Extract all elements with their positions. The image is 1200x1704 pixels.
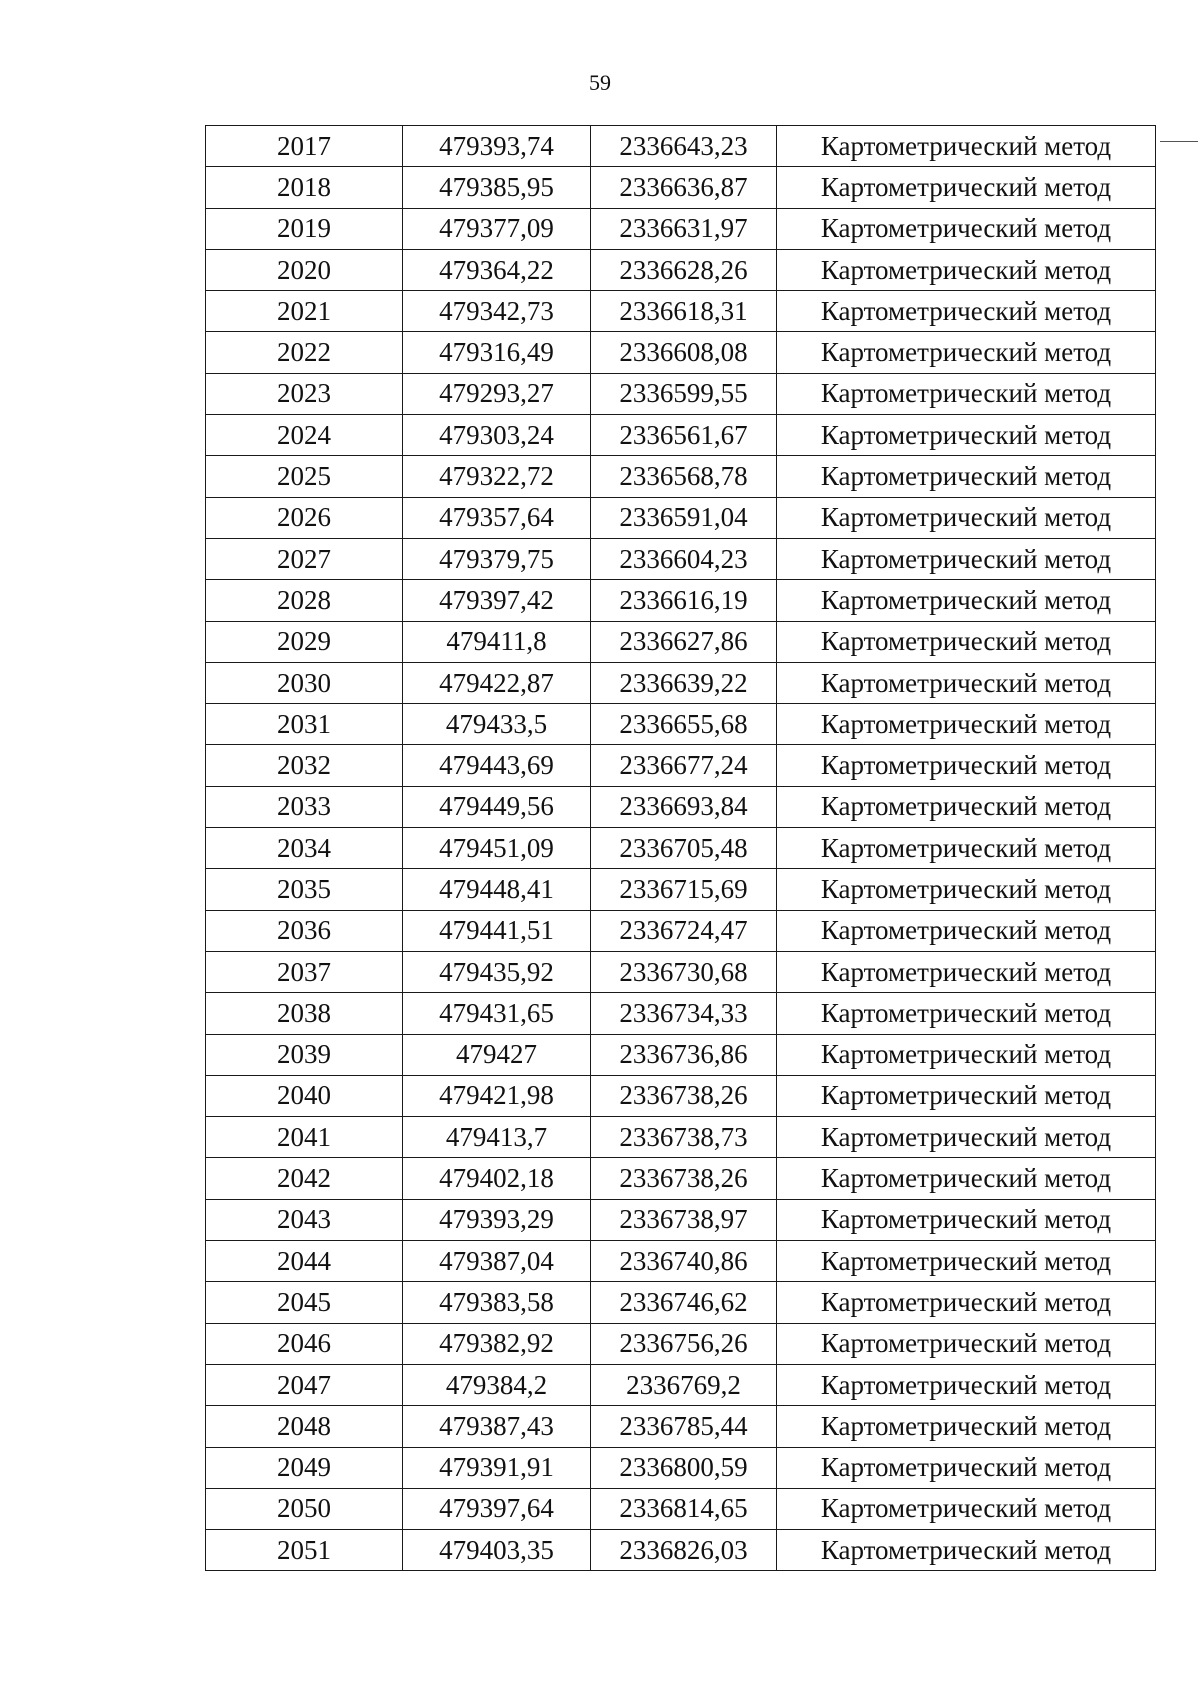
table-row bbox=[206, 1406, 1156, 1447]
x-coordinate-cell: 479449,56 bbox=[403, 786, 591, 827]
point-number-cell: 2038 bbox=[206, 993, 403, 1034]
method-cell: Картометрический метод bbox=[777, 621, 1156, 662]
y-coordinate-cell: 2336636,87 bbox=[591, 167, 777, 208]
point-number-cell: 2027 bbox=[206, 538, 403, 579]
table-row bbox=[206, 1241, 1156, 1282]
method-cell: Картометрический метод bbox=[777, 1364, 1156, 1405]
table-row bbox=[206, 745, 1156, 786]
x-coordinate-cell: 479441,51 bbox=[403, 910, 591, 951]
table-row bbox=[206, 1282, 1156, 1323]
page-number: 59 bbox=[589, 70, 611, 95]
method-cell: Картометрический метод bbox=[777, 126, 1156, 167]
table-row bbox=[206, 869, 1156, 910]
y-coordinate-cell: 2336738,26 bbox=[591, 1075, 777, 1116]
method-cell: Картометрический метод bbox=[777, 951, 1156, 992]
method-cell: Картометрический метод bbox=[777, 828, 1156, 869]
point-number-cell: 2047 bbox=[206, 1364, 403, 1405]
point-number-cell: 2043 bbox=[206, 1199, 403, 1240]
y-coordinate-cell: 2336740,86 bbox=[591, 1241, 777, 1282]
y-coordinate-cell: 2336643,23 bbox=[591, 126, 777, 167]
method-cell: Картометрический метод bbox=[777, 167, 1156, 208]
method-cell: Картометрический метод bbox=[777, 497, 1156, 538]
method-cell: Картометрический метод bbox=[777, 1488, 1156, 1529]
x-coordinate-cell: 479316,49 bbox=[403, 332, 591, 373]
point-number-cell: 2042 bbox=[206, 1158, 403, 1199]
x-coordinate-cell: 479342,73 bbox=[403, 291, 591, 332]
y-coordinate-cell: 2336639,22 bbox=[591, 662, 777, 703]
method-cell: Картометрический метод bbox=[777, 704, 1156, 745]
table-row bbox=[206, 1323, 1156, 1364]
method-cell: Картометрический метод bbox=[777, 1530, 1156, 1571]
table-row bbox=[206, 662, 1156, 703]
table-row bbox=[206, 704, 1156, 745]
table-row bbox=[206, 1364, 1156, 1405]
y-coordinate-cell: 2336604,23 bbox=[591, 538, 777, 579]
x-coordinate-cell: 479387,43 bbox=[403, 1406, 591, 1447]
x-coordinate-cell: 479421,98 bbox=[403, 1075, 591, 1116]
table-row bbox=[206, 1447, 1156, 1488]
table-row bbox=[206, 786, 1156, 827]
point-number-cell: 2035 bbox=[206, 869, 403, 910]
coordinates-table-body bbox=[206, 126, 1156, 1571]
x-coordinate-cell: 479357,64 bbox=[403, 497, 591, 538]
method-cell: Картометрический метод bbox=[777, 1406, 1156, 1447]
x-coordinate-cell: 479303,24 bbox=[403, 415, 591, 456]
x-coordinate-cell: 479448,41 bbox=[403, 869, 591, 910]
table-row bbox=[206, 332, 1156, 373]
method-cell: Картометрический метод bbox=[777, 332, 1156, 373]
y-coordinate-cell: 2336730,68 bbox=[591, 951, 777, 992]
x-coordinate-cell: 479379,75 bbox=[403, 538, 591, 579]
method-cell: Картометрический метод bbox=[777, 580, 1156, 621]
method-cell: Картометрический метод bbox=[777, 745, 1156, 786]
table-row bbox=[206, 910, 1156, 951]
coordinates-table bbox=[205, 125, 1156, 1571]
method-cell: Картометрический метод bbox=[777, 1075, 1156, 1116]
y-coordinate-cell: 2336746,62 bbox=[591, 1282, 777, 1323]
method-cell: Картометрический метод bbox=[777, 1447, 1156, 1488]
table-row bbox=[206, 1199, 1156, 1240]
y-coordinate-cell: 2336693,84 bbox=[591, 786, 777, 827]
method-cell: Картометрический метод bbox=[777, 249, 1156, 290]
y-coordinate-cell: 2336800,59 bbox=[591, 1447, 777, 1488]
table-row bbox=[206, 126, 1156, 167]
x-coordinate-cell: 479364,22 bbox=[403, 249, 591, 290]
point-number-cell: 2044 bbox=[206, 1241, 403, 1282]
x-coordinate-cell: 479431,65 bbox=[403, 993, 591, 1034]
y-coordinate-cell: 2336561,67 bbox=[591, 415, 777, 456]
x-coordinate-cell: 479383,58 bbox=[403, 1282, 591, 1323]
y-coordinate-cell: 2336616,19 bbox=[591, 580, 777, 621]
table-row bbox=[206, 580, 1156, 621]
point-number-cell: 2049 bbox=[206, 1447, 403, 1488]
method-cell: Картометрический метод bbox=[777, 1199, 1156, 1240]
method-cell: Картометрический метод bbox=[777, 1282, 1156, 1323]
table-row bbox=[206, 621, 1156, 662]
table-row bbox=[206, 1488, 1156, 1529]
point-number-cell: 2033 bbox=[206, 786, 403, 827]
point-number-cell: 2026 bbox=[206, 497, 403, 538]
method-cell: Картометрический метод bbox=[777, 869, 1156, 910]
y-coordinate-cell: 2336677,24 bbox=[591, 745, 777, 786]
x-coordinate-cell: 479403,35 bbox=[403, 1530, 591, 1571]
x-coordinate-cell: 479393,74 bbox=[403, 126, 591, 167]
method-cell: Картометрический метод bbox=[777, 910, 1156, 951]
x-coordinate-cell: 479293,27 bbox=[403, 373, 591, 414]
x-coordinate-cell: 479387,04 bbox=[403, 1241, 591, 1282]
y-coordinate-cell: 2336785,44 bbox=[591, 1406, 777, 1447]
y-coordinate-cell: 2336756,26 bbox=[591, 1323, 777, 1364]
y-coordinate-cell: 2336599,55 bbox=[591, 373, 777, 414]
table-row bbox=[206, 167, 1156, 208]
y-coordinate-cell: 2336724,47 bbox=[591, 910, 777, 951]
y-coordinate-cell: 2336628,26 bbox=[591, 249, 777, 290]
method-cell: Картометрический метод bbox=[777, 538, 1156, 579]
table-row bbox=[206, 538, 1156, 579]
x-coordinate-cell: 479382,92 bbox=[403, 1323, 591, 1364]
point-number-cell: 2045 bbox=[206, 1282, 403, 1323]
point-number-cell: 2031 bbox=[206, 704, 403, 745]
y-coordinate-cell: 2336715,69 bbox=[591, 869, 777, 910]
y-coordinate-cell: 2336738,26 bbox=[591, 1158, 777, 1199]
x-coordinate-cell: 479422,87 bbox=[403, 662, 591, 703]
point-number-cell: 2022 bbox=[206, 332, 403, 373]
table-row bbox=[206, 1034, 1156, 1075]
y-coordinate-cell: 2336608,08 bbox=[591, 332, 777, 373]
method-cell: Картометрический метод bbox=[777, 291, 1156, 332]
point-number-cell: 2046 bbox=[206, 1323, 403, 1364]
x-coordinate-cell: 479385,95 bbox=[403, 167, 591, 208]
method-cell: Картометрический метод bbox=[777, 415, 1156, 456]
method-cell: Картометрический метод bbox=[777, 993, 1156, 1034]
scan-edge-mark bbox=[1160, 141, 1198, 142]
y-coordinate-cell: 2336705,48 bbox=[591, 828, 777, 869]
method-cell: Картометрический метод bbox=[777, 1117, 1156, 1158]
method-cell: Картометрический метод bbox=[777, 373, 1156, 414]
table-row bbox=[206, 456, 1156, 497]
table-row bbox=[206, 249, 1156, 290]
method-cell: Картометрический метод bbox=[777, 1034, 1156, 1075]
x-coordinate-cell: 479443,69 bbox=[403, 745, 591, 786]
y-coordinate-cell: 2336627,86 bbox=[591, 621, 777, 662]
point-number-cell: 2030 bbox=[206, 662, 403, 703]
y-coordinate-cell: 2336655,68 bbox=[591, 704, 777, 745]
x-coordinate-cell: 479377,09 bbox=[403, 208, 591, 249]
table-row bbox=[206, 373, 1156, 414]
point-number-cell: 2024 bbox=[206, 415, 403, 456]
point-number-cell: 2040 bbox=[206, 1075, 403, 1116]
x-coordinate-cell: 479397,42 bbox=[403, 580, 591, 621]
point-number-cell: 2032 bbox=[206, 745, 403, 786]
x-coordinate-cell: 479411,8 bbox=[403, 621, 591, 662]
method-cell: Картометрический метод bbox=[777, 1158, 1156, 1199]
method-cell: Картометрический метод bbox=[777, 786, 1156, 827]
x-coordinate-cell: 479413,7 bbox=[403, 1117, 591, 1158]
table-row bbox=[206, 208, 1156, 249]
x-coordinate-cell: 479384,2 bbox=[403, 1364, 591, 1405]
x-coordinate-cell: 479397,64 bbox=[403, 1488, 591, 1529]
table-row bbox=[206, 291, 1156, 332]
point-number-cell: 2023 bbox=[206, 373, 403, 414]
x-coordinate-cell: 479402,18 bbox=[403, 1158, 591, 1199]
y-coordinate-cell: 2336736,86 bbox=[591, 1034, 777, 1075]
y-coordinate-cell: 2336631,97 bbox=[591, 208, 777, 249]
method-cell: Картометрический метод bbox=[777, 1323, 1156, 1364]
point-number-cell: 2021 bbox=[206, 291, 403, 332]
point-number-cell: 2029 bbox=[206, 621, 403, 662]
x-coordinate-cell: 479435,92 bbox=[403, 951, 591, 992]
point-number-cell: 2020 bbox=[206, 249, 403, 290]
table-row bbox=[206, 993, 1156, 1034]
table-row bbox=[206, 415, 1156, 456]
x-coordinate-cell: 479322,72 bbox=[403, 456, 591, 497]
method-cell: Картометрический метод bbox=[777, 208, 1156, 249]
table-row bbox=[206, 1158, 1156, 1199]
point-number-cell: 2041 bbox=[206, 1117, 403, 1158]
point-number-cell: 2037 bbox=[206, 951, 403, 992]
y-coordinate-cell: 2336734,33 bbox=[591, 993, 777, 1034]
point-number-cell: 2051 bbox=[206, 1530, 403, 1571]
point-number-cell: 2028 bbox=[206, 580, 403, 621]
y-coordinate-cell: 2336591,04 bbox=[591, 497, 777, 538]
y-coordinate-cell: 2336814,65 bbox=[591, 1488, 777, 1529]
x-coordinate-cell: 479427 bbox=[403, 1034, 591, 1075]
y-coordinate-cell: 2336568,78 bbox=[591, 456, 777, 497]
method-cell: Картометрический метод bbox=[777, 1241, 1156, 1282]
point-number-cell: 2048 bbox=[206, 1406, 403, 1447]
table-row bbox=[206, 828, 1156, 869]
point-number-cell: 2025 bbox=[206, 456, 403, 497]
point-number-cell: 2034 bbox=[206, 828, 403, 869]
point-number-cell: 2039 bbox=[206, 1034, 403, 1075]
x-coordinate-cell: 479393,29 bbox=[403, 1199, 591, 1240]
y-coordinate-cell: 2336826,03 bbox=[591, 1530, 777, 1571]
table-row bbox=[206, 497, 1156, 538]
table-row bbox=[206, 1530, 1156, 1571]
table-row bbox=[206, 1075, 1156, 1116]
x-coordinate-cell: 479451,09 bbox=[403, 828, 591, 869]
x-coordinate-cell: 479391,91 bbox=[403, 1447, 591, 1488]
y-coordinate-cell: 2336738,97 bbox=[591, 1199, 777, 1240]
point-number-cell: 2036 bbox=[206, 910, 403, 951]
table-row bbox=[206, 951, 1156, 992]
method-cell: Картометрический метод bbox=[777, 456, 1156, 497]
y-coordinate-cell: 2336618,31 bbox=[591, 291, 777, 332]
point-number-cell: 2017 bbox=[206, 126, 403, 167]
y-coordinate-cell: 2336738,73 bbox=[591, 1117, 777, 1158]
x-coordinate-cell: 479433,5 bbox=[403, 704, 591, 745]
point-number-cell: 2050 bbox=[206, 1488, 403, 1529]
method-cell: Картометрический метод bbox=[777, 662, 1156, 703]
point-number-cell: 2019 bbox=[206, 208, 403, 249]
table-row bbox=[206, 1117, 1156, 1158]
y-coordinate-cell: 2336769,2 bbox=[591, 1364, 777, 1405]
point-number-cell: 2018 bbox=[206, 167, 403, 208]
